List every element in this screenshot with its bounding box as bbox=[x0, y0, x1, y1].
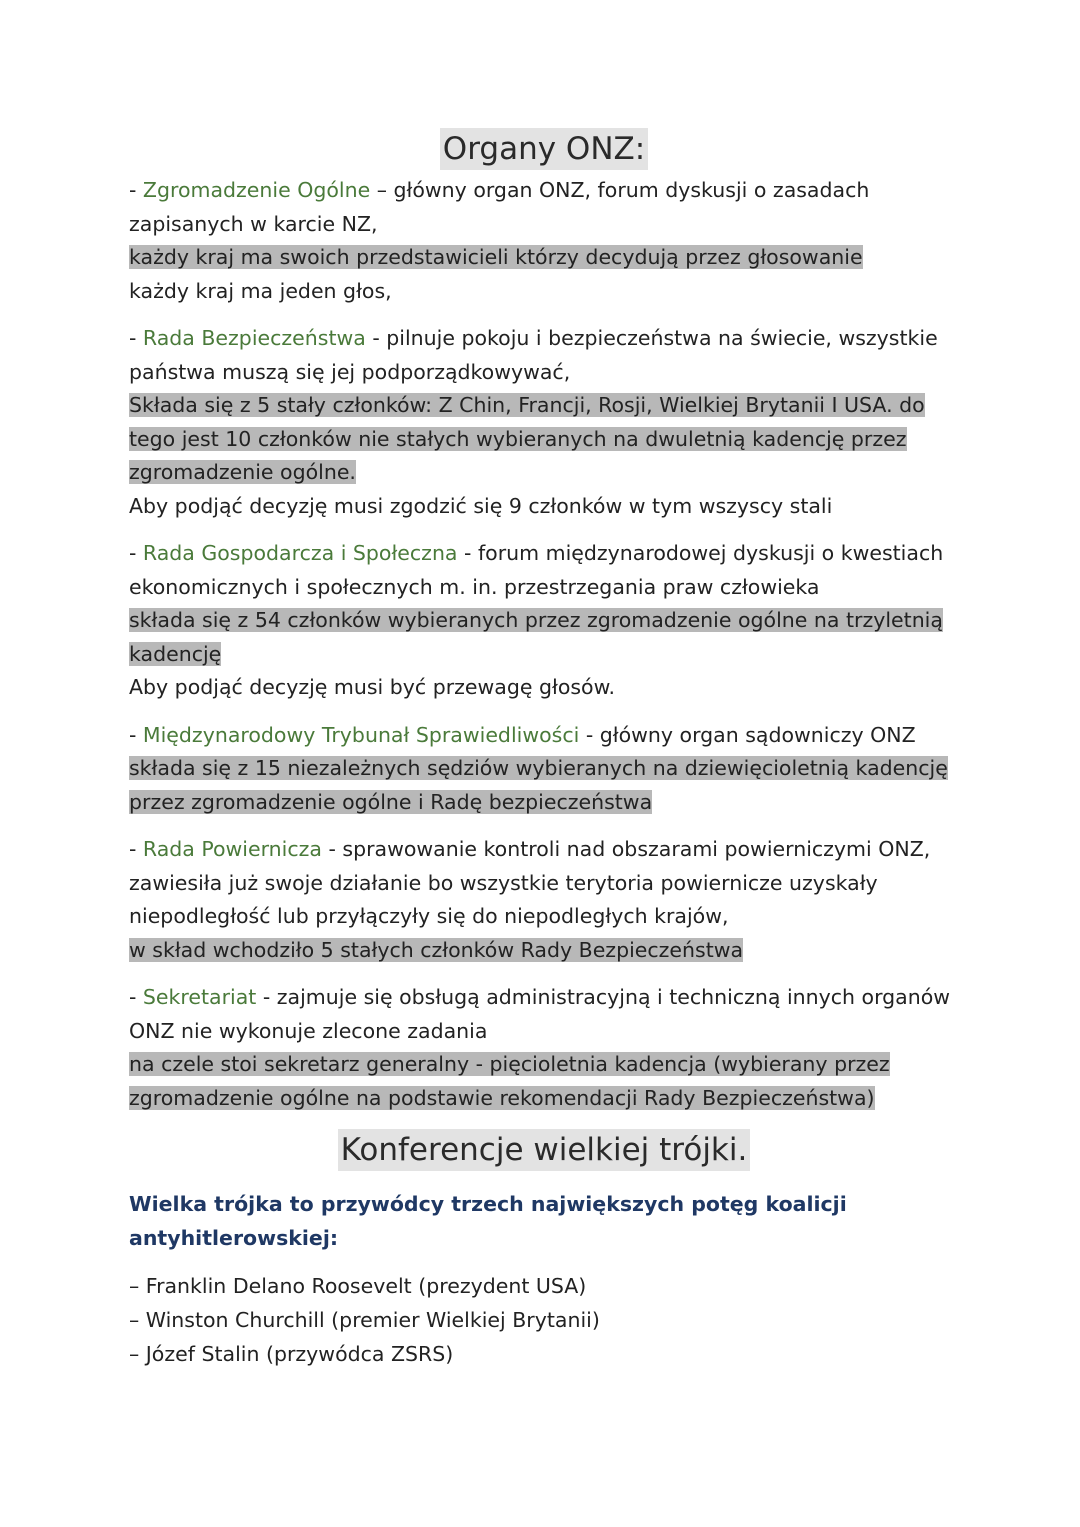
list-item: – Franklin Delano Roosevelt (prezydent USA) bbox=[129, 1274, 587, 1298]
list-item: – Józef Stalin (przywódca ZSRS) bbox=[129, 1342, 454, 1366]
highlighted-text: składa się z 54 członków wybieranych przez zgromadzenie ogólne na trzyletnią bbox=[129, 608, 943, 632]
highlighted-text: przez zgromadzenie ogólne i Radę bezpieczeństwa bbox=[129, 789, 653, 814]
intro-text: Wielka trójka to przywódcy trzech największych potęg koalicji antyhitlerowskiej: bbox=[129, 1192, 847, 1250]
section-sekretariat: - Sekretariat - zajmuje się obsługą administracyjną i techniczną innych organów ONZ nie wykonuje zlecone zadania na czele stoi sekretarz generalny - pięcioletnia kadencja (wybierany przez zgromadzenie ogólne na podstawie rekomendacji Rady Bezpieczeństwa) bbox=[129, 985, 951, 1110]
section-heading: Zgromadzenie Ogólne bbox=[142, 178, 371, 202]
section-heading: Sekretariat bbox=[142, 985, 257, 1009]
section-heading: Rada Gospodarcza i Społeczna bbox=[142, 541, 458, 565]
highlighted-text: każdy kraj ma swoich przedstawicieli którzy decydują przez głosowanie bbox=[129, 245, 863, 269]
section-title-konferencje: Konferencje wielkiej trójki. bbox=[338, 1129, 751, 1171]
section-heading: Rada Bezpieczeństwa bbox=[142, 326, 366, 350]
highlighted-text: kadencję bbox=[129, 641, 222, 666]
section-rada-bezpieczenstwa: - Rada Bezpieczeństwa - pilnuje pokoju i bezpieczeństwa na świecie, wszystkie państwa muszą się jej podporządkowywać, Składa się z 5 stały członków: Z Chin, Francji, Rosji, Wielkiej Brytanii I USA. do tego jest 10 członków nie stałych wybieranych na dwuletnią kadencję przez zgromadzenie ogólne. Aby podjąć decyzję musi zgodzić się 9 członków w tym wszyscy stali bbox=[129, 326, 938, 518]
highlighted-text: Składa się z 5 stały członków: Z Chin, Francji, Rosji, Wielkiej Brytanii I USA. do bbox=[129, 393, 925, 417]
section-rada-powiernicza: - Rada Powiernicza - sprawowanie kontroli nad obszarami powierniczymi ONZ, zawiesiła już swoje działanie bo wszystkie terytoria powiernicze uzyskały niepodległość lub przyłączyły się do niepodległych krajów, w skład wchodziło 5 stałych członków Rady Bezpieczeństwa bbox=[129, 837, 931, 962]
highlighted-text: w skład wchodziło 5 stałych członków Rady Bezpieczeństwa bbox=[129, 937, 744, 962]
leaders-list bbox=[129, 1269, 959, 1371]
highlighted-text: na czele stoi sekretarz generalny - pięcioletnia kadencja (wybierany przez bbox=[129, 1052, 890, 1076]
section-zgromadzenie: - Zgromadzenie Ogólne – główny organ ONZ, forum dyskusji o zasadach zapisanych w karcie NZ, każdy kraj ma swoich przedstawicieli którzy decydują przez głosowanie każdy kraj ma jeden głos, bbox=[129, 178, 870, 303]
document-page bbox=[129, 128, 959, 1371]
highlighted-text: zgromadzenie ogólne. bbox=[129, 460, 356, 484]
page-title: Organy ONZ: bbox=[440, 128, 648, 170]
highlighted-text: tego jest 10 członków nie stałych wybieranych na dwuletnią kadencję przez bbox=[129, 426, 907, 451]
highlighted-text: składa się z 15 niezależnych sędziów wybieranych na dziewięcioletnią kadencję bbox=[129, 756, 948, 780]
section-heading: Rada Powiernicza bbox=[142, 837, 322, 861]
highlighted-text: zgromadzenie ogólne na podstawie rekomendacji Rady Bezpieczeństwa) bbox=[129, 1085, 875, 1110]
section-trybunal: - Międzynarodowy Trybunał Sprawiedliwości - główny organ sądowniczy ONZ składa się z 15 niezależnych sędziów wybieranych na dziewięcioletnią kadencję przez zgromadzenie ogólne i Radę bezpieczeństwa bbox=[129, 722, 948, 814]
section-rada-gospodarcza: - Rada Gospodarcza i Społeczna - forum międzynarodowej dyskusji o kwestiach ekonomicznych i społecznych m. in. przestrzegania praw człowieka składa się z 54 członków wybieranych przez zgromadzenie ogólne na trzyletnią kadencję Aby podjąć decyzję musi być przewagę głosów. bbox=[129, 541, 944, 699]
list-item: – Winston Churchill (premier Wielkiej Brytanii) bbox=[129, 1308, 600, 1332]
section-heading: Międzynarodowy Trybunał Sprawiedliwości bbox=[142, 722, 580, 747]
